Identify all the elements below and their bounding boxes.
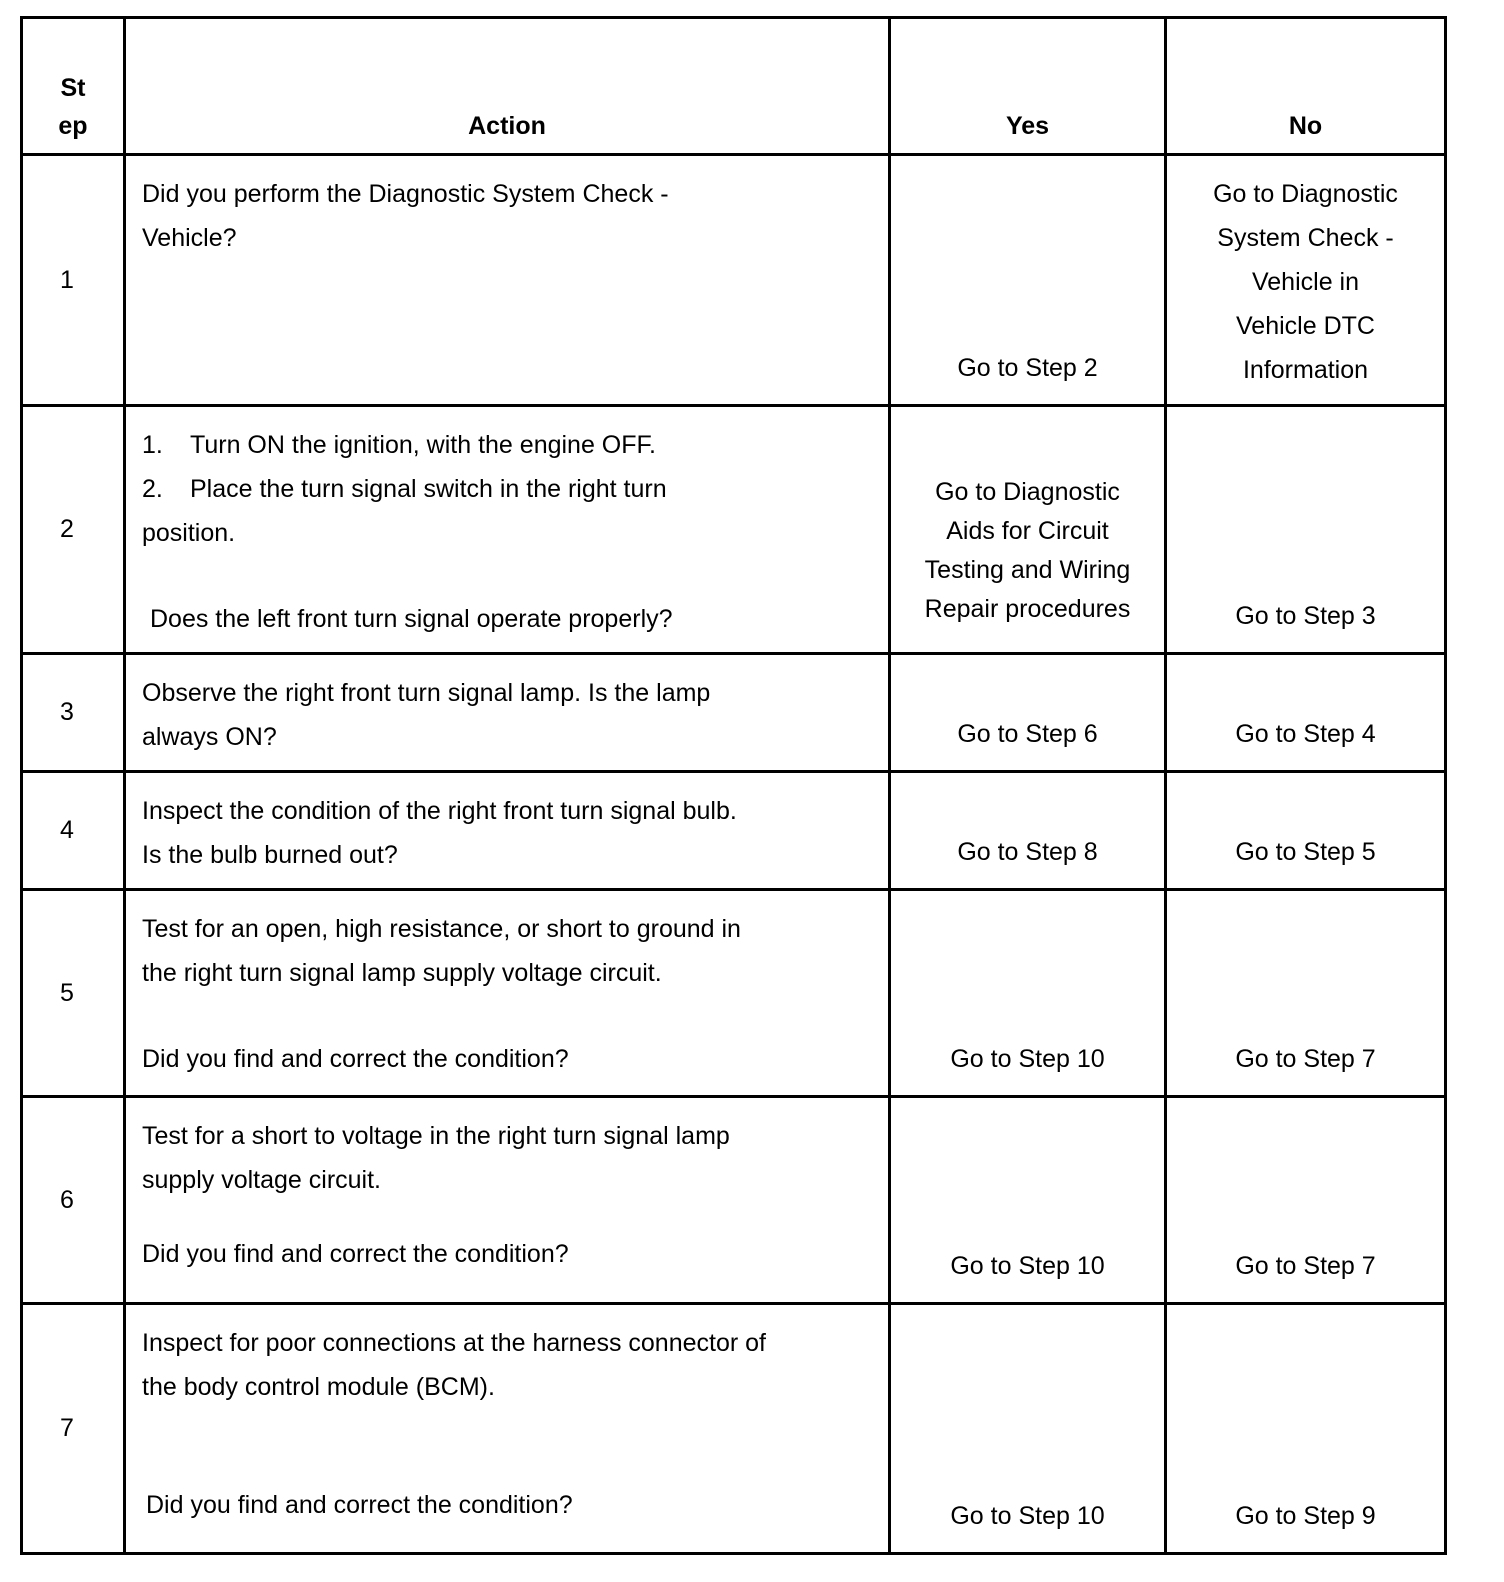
table-row <box>22 890 1446 1097</box>
header-step: St ep <box>22 18 125 155</box>
step-number: 6 <box>22 1097 125 1304</box>
action-text: Test for a short to voltage in the right turn signal lamp supply voltage circuit. Did you find and correct the condition? <box>125 1097 890 1304</box>
step-number: 3 <box>22 654 125 772</box>
step-number: 4 <box>22 772 125 890</box>
yes-cell: Go to Step 6 <box>890 654 1166 772</box>
diagnostic-table <box>20 16 1447 1555</box>
yes-cell: Go to Step 2 <box>890 155 1166 406</box>
step-number: 5 <box>22 890 125 1097</box>
header-no: No <box>1166 18 1446 155</box>
no-cell: Go to Step 3 <box>1166 406 1446 654</box>
header-row <box>22 18 1446 155</box>
no-cell: Go to Step 5 <box>1166 772 1446 890</box>
table-row <box>22 654 1446 772</box>
table-row <box>22 1097 1446 1304</box>
no-cell: Go to Diagnostic System Check - Vehicle in Vehicle DTC Information <box>1166 155 1446 406</box>
yes-cell: Go to Step 10 <box>890 890 1166 1097</box>
step-number: 2 <box>22 406 125 654</box>
no-cell: Go to Step 7 <box>1166 1097 1446 1304</box>
yes-cell: Go to Diagnostic Aids for Circuit Testing and Wiring Repair procedures <box>890 406 1166 654</box>
no-cell: Go to Step 7 <box>1166 890 1446 1097</box>
step-number: 1 <box>22 155 125 406</box>
action-text: Observe the right front turn signal lamp. Is the lamp always ON? <box>125 654 890 772</box>
yes-cell: Go to Step 8 <box>890 772 1166 890</box>
table-row <box>22 1304 1446 1554</box>
action-text: Test for an open, high resistance, or short to ground in the right turn signal lamp supply voltage circuit. Did you find and correct the condition? <box>125 890 890 1097</box>
table-row <box>22 772 1446 890</box>
action-text: Did you perform the Diagnostic System Check - Vehicle? <box>125 155 890 406</box>
no-cell: Go to Step 9 <box>1166 1304 1446 1554</box>
header-yes: Yes <box>890 18 1166 155</box>
table-row <box>22 155 1446 406</box>
no-cell: Go to Step 4 <box>1166 654 1446 772</box>
header-action: Action <box>125 18 890 155</box>
action-text: 1. Turn ON the ignition, with the engine OFF. 2. Place the turn signal switch in the right turn position. Does the left front turn signal operate properly? <box>125 406 890 654</box>
action-text: Inspect for poor connections at the harness connector of the body control module (BCM). Did you find and correct the condition? <box>125 1304 890 1554</box>
step-number: 7 <box>22 1304 125 1554</box>
table-row <box>22 406 1446 654</box>
action-text: Inspect the condition of the right front turn signal bulb. Is the bulb burned out? <box>125 772 890 890</box>
yes-cell: Go to Step 10 <box>890 1304 1166 1554</box>
yes-cell: Go to Step 10 <box>890 1097 1166 1304</box>
